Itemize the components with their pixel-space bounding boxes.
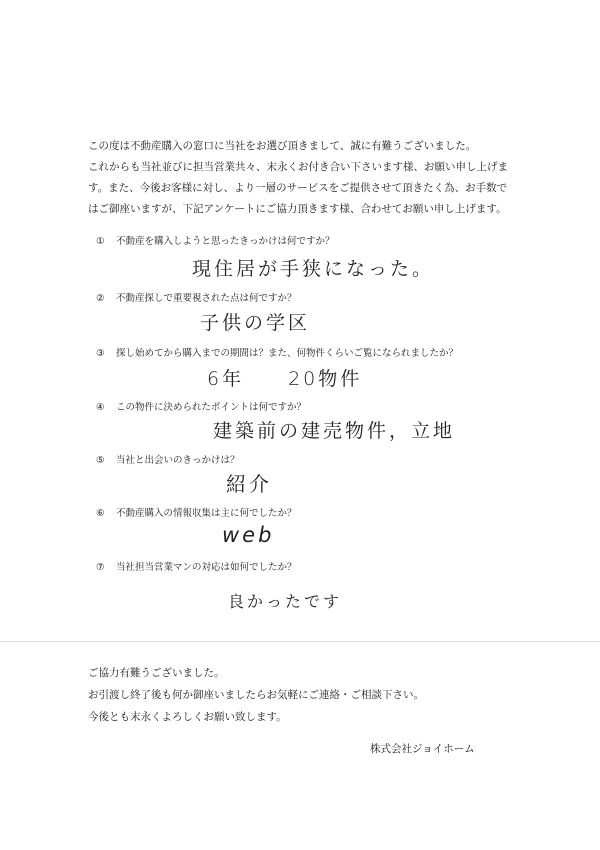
answer-7: 良かったです bbox=[228, 592, 343, 611]
question-text: 当社担当営業マンの対応は如何でしたか？ bbox=[116, 562, 297, 573]
intro-line: この度は不動産購入の窓口に当社をお選び頂きまして、誠に有難うございました。 bbox=[88, 140, 477, 152]
question-4 bbox=[96, 399, 306, 413]
closing-text bbox=[88, 662, 424, 728]
closing-line: お引渡し終了後も何か御座いましたらお気軽にご連絡・ご相談下さい。 bbox=[88, 689, 424, 701]
divider bbox=[0, 641, 600, 642]
question-text: 不動産探しで重要視された点は何ですか？ bbox=[116, 293, 297, 304]
question-text: 当社と出会いのきっかけは？ bbox=[116, 455, 240, 466]
question-number: ③ bbox=[96, 348, 105, 359]
question-number: ④ bbox=[96, 402, 105, 413]
answer-5: 紹介 bbox=[226, 472, 272, 496]
intro-text bbox=[88, 136, 558, 220]
question-number: ⑥ bbox=[96, 508, 105, 519]
question-6 bbox=[96, 505, 297, 519]
question-3 bbox=[96, 345, 458, 359]
question-text: 探し始めてから購入までの期間は？また、何物件くらいご覧になられましたか？ bbox=[116, 348, 459, 359]
question-number: ② bbox=[96, 293, 105, 304]
question-number: ① bbox=[96, 236, 105, 247]
answer-3: 6年 20物件 bbox=[207, 368, 363, 390]
question-text: 不動産を購入しようと思ったきっかけは何ですか？ bbox=[116, 236, 335, 247]
answer-4: 建築前の建売物件，立地 bbox=[213, 420, 456, 442]
intro-line: はご御座いますが、下記アンケートにご協力頂きます様、合わせてお願い申し上げます。 bbox=[88, 203, 507, 215]
question-text: この物件に決められたポイントは何ですか？ bbox=[116, 402, 307, 413]
intro-line: これからも当社並びに担当営業共々、末永くお付き合い下さいます様、お願い申し上げま bbox=[88, 161, 508, 173]
answer-1: 現住居が手狭になった。 bbox=[192, 258, 435, 280]
question-text: 不動産購入の情報収集は主に何でしたか？ bbox=[116, 508, 297, 519]
answer-6: web bbox=[222, 523, 275, 547]
question-5 bbox=[96, 452, 240, 466]
question-2 bbox=[96, 290, 297, 304]
company-name: 株式会社ジョイホーム bbox=[370, 743, 475, 755]
question-number: ⑤ bbox=[96, 455, 105, 466]
question-number: ⑦ bbox=[96, 562, 105, 573]
intro-line: す。また、今後お客様に対し、より一層のサービスをご提供させて頂きたく為、お手数で bbox=[88, 182, 508, 194]
question-7 bbox=[96, 559, 297, 573]
closing-line: 今後とも末永くよろしくお願い致します。 bbox=[88, 711, 287, 723]
question-1 bbox=[96, 233, 335, 247]
answer-2: 子供の学区 bbox=[200, 312, 311, 334]
closing-line: ご協力有難うございました。 bbox=[88, 667, 225, 679]
